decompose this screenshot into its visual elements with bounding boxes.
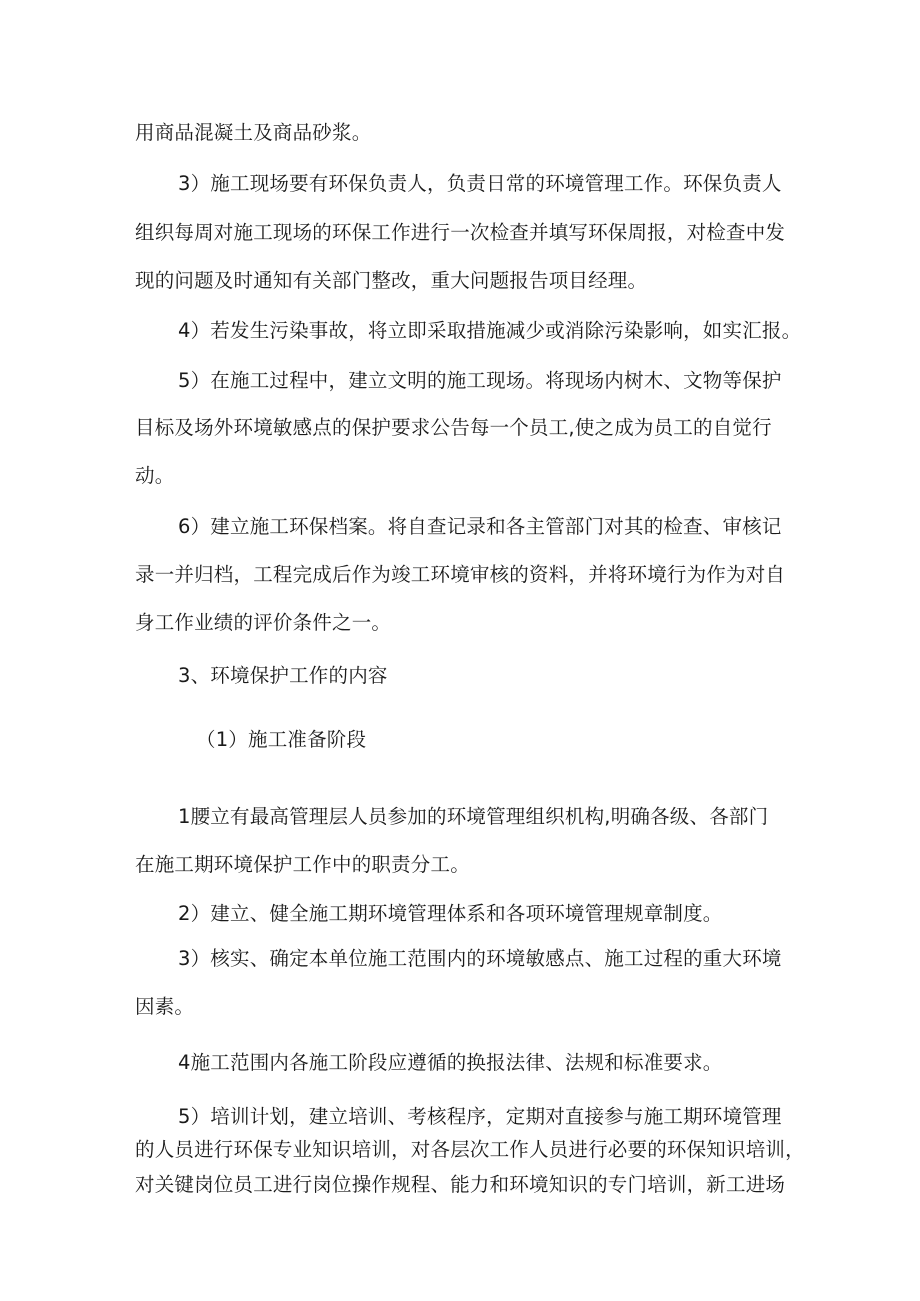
subsection-heading: （1）施工准备阶段	[196, 728, 367, 751]
text-line: 现的问题及时通知有关部门整改，重大问题报告项目经理。	[135, 269, 648, 292]
list-item-4b: 4施工范围内各施工阶段应遵循的换报法律、法规和标准要求。	[178, 1051, 723, 1074]
list-item-5: 5）在施工过程中，建立文明的施工现场。将现场内树木、文物等保护	[178, 369, 782, 392]
text-line: 组织每周对施工现场的环保工作进行一次检查并填写环保周报，对检查中发	[135, 221, 786, 244]
text-line: 身工作业绩的评价条件之一。	[135, 611, 392, 634]
text-line: 在施工期环境保护工作中的职责分工。	[135, 853, 470, 876]
text-line: 用商品混凝土及商品砂浆。	[135, 121, 372, 144]
section-heading: 3、环境保护工作的内容	[178, 664, 388, 687]
list-item-5b: 5）培训计划，建立培训、考核程序，定期对直接参与施工期环境管理	[178, 1105, 782, 1128]
list-item-6: 6）建立施工环保档案。将自查记录和各主管部门对其的检查、审核记	[178, 515, 782, 538]
list-item-2: 2）建立、健全施工期环境管理体系和各项环境管理规章制度。	[178, 902, 723, 925]
list-item-1: 1腰立有最高管理层人员参加的环境管理组织机构,明确各级、各部门	[178, 805, 769, 828]
text-line: 录一并归档，工程完成后作为竣工环境审核的资料，并将环境行为作为对自	[135, 563, 786, 586]
text-line: 目标及场外环境敏感点的保护要求公告每一个员工,使之成为员工的自觉行	[135, 416, 772, 439]
list-item-3: 3）施工现场要有环保负责人，负责日常的环境管理工作。环保负责人	[178, 172, 782, 195]
text-line: 因素。	[135, 995, 195, 1018]
text-line: 的人员进行环保专业知识培训，对各层次工作人员进行必要的环保知识培训，	[135, 1138, 805, 1161]
text-line: 对关键岗位员工进行岗位操作规程、能力和环境知识的专门培训，新工进场	[135, 1173, 786, 1196]
list-item-3b: 3）核实、确定本单位施工范围内的环境敏感点、施工过程的重大环境	[178, 947, 782, 970]
text-line: 动。	[135, 464, 175, 487]
list-item-4: 4）若发生污染事故，将立即采取措施减少或消除污染影响，如实汇报。	[178, 319, 802, 342]
